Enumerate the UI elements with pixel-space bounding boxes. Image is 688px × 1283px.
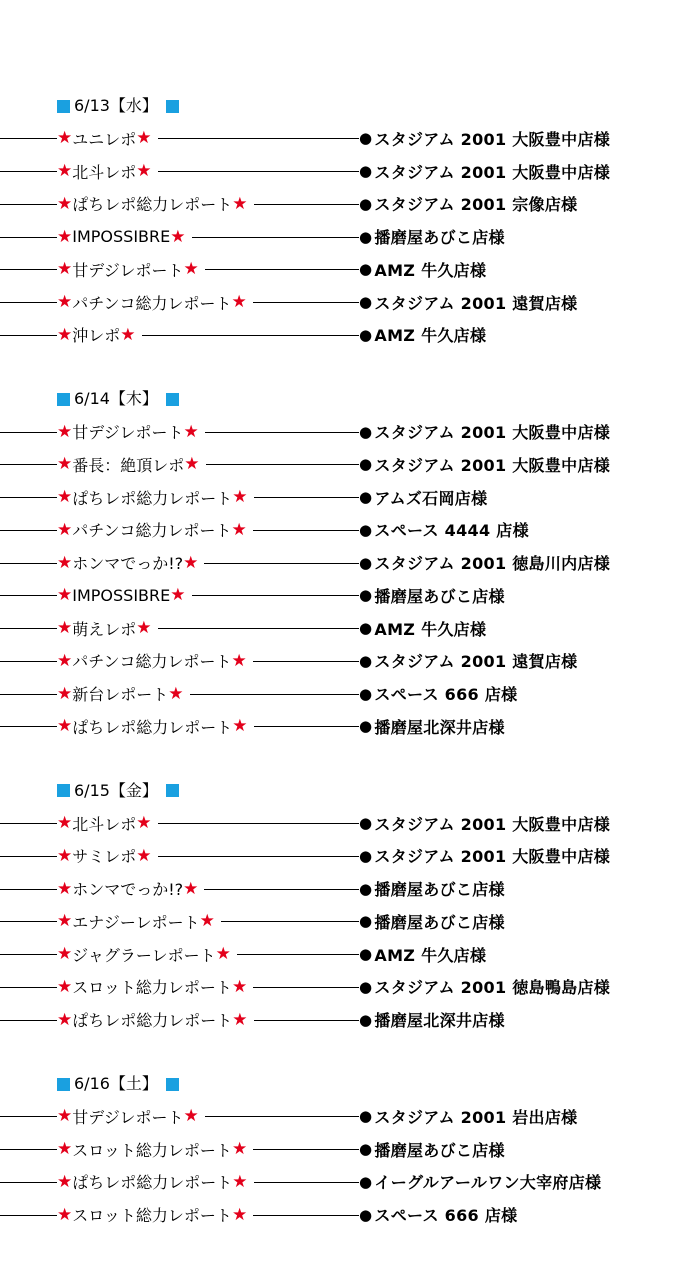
bullet-icon: ● xyxy=(359,1010,373,1029)
bullet-icon: ● xyxy=(359,520,373,539)
star-icon: ★ xyxy=(57,1009,73,1030)
event-venue: AMZ 牛久店様 xyxy=(374,326,487,346)
connector-line xyxy=(0,856,360,857)
star-icon: ★ xyxy=(231,976,248,997)
bullet-icon: ● xyxy=(359,488,373,507)
event-venue: スタジアム 2001 大阪豊中店様 xyxy=(374,847,611,867)
bullet-icon: ● xyxy=(359,945,373,964)
event-venue: スタジアム 2001 遠賀店様 xyxy=(374,652,578,672)
event-row xyxy=(0,286,688,319)
event-row xyxy=(0,905,688,938)
event-venue: 播磨屋北深井店様 xyxy=(374,1011,505,1031)
star-icon: ★ xyxy=(57,650,73,671)
event-row xyxy=(0,612,688,645)
bullet-icon: ● xyxy=(359,1172,373,1191)
event-row xyxy=(0,710,688,743)
star-icon: ★ xyxy=(57,1171,73,1192)
event-venue: スタジアム 2001 徳島鴨島店様 xyxy=(374,978,611,998)
event-title: ユニレポ xyxy=(72,129,137,149)
event-venue: スペース 4444 店様 xyxy=(374,521,529,541)
event-venue: スタジアム 2001 大阪豊中店様 xyxy=(374,814,611,834)
star-icon: ★ xyxy=(231,292,247,313)
bullet-icon: ● xyxy=(359,684,373,703)
bullet-icon: ● xyxy=(359,293,373,312)
day-header xyxy=(0,775,688,807)
star-icon: ★ xyxy=(183,878,199,899)
event-title: IMPOSSIBRE xyxy=(72,585,171,605)
connector-line xyxy=(0,628,360,629)
event-title: ぱちレポ総力レポート xyxy=(72,717,233,737)
event-title: 萌えレポ xyxy=(72,619,137,639)
star-icon: ★ xyxy=(231,1139,248,1160)
star-icon: ★ xyxy=(170,226,186,247)
event-venue: スペース 666 店様 xyxy=(374,1206,518,1226)
star-icon: ★ xyxy=(136,618,152,639)
star-icon: ★ xyxy=(232,1171,248,1192)
bullet-icon: ● xyxy=(359,553,373,572)
star-icon: ★ xyxy=(57,683,73,704)
event-row xyxy=(0,840,688,873)
star-icon: ★ xyxy=(57,813,73,834)
event-title: ぱちレポ総力レポート xyxy=(72,195,233,215)
event-venue: スタジアム 2001 宗像店様 xyxy=(374,195,578,215)
event-venue: イーグルアールワン大宰府店様 xyxy=(374,1173,602,1193)
star-icon: ★ xyxy=(57,128,73,149)
star-icon: ★ xyxy=(183,421,199,442)
star-icon: ★ xyxy=(120,324,136,345)
star-icon: ★ xyxy=(57,878,73,899)
connector-line xyxy=(0,171,360,172)
star-icon: ★ xyxy=(232,193,248,214)
star-icon: ★ xyxy=(57,1204,73,1225)
event-title: パチンコ総力レポート xyxy=(72,521,232,541)
bullet-icon: ● xyxy=(359,651,373,670)
bullet-icon: ● xyxy=(359,227,373,246)
event-row xyxy=(0,872,688,905)
star-icon: ★ xyxy=(183,259,199,280)
star-icon: ★ xyxy=(57,911,73,932)
event-venue: スペース 666 店様 xyxy=(374,685,518,705)
event-row xyxy=(0,514,688,547)
event-title: ホンマでっか!? xyxy=(72,880,184,900)
star-icon: ★ xyxy=(57,519,73,540)
event-venue: スタジアム 2001 大阪豊中店様 xyxy=(374,423,611,443)
star-icon: ★ xyxy=(57,552,73,573)
star-icon: ★ xyxy=(57,454,73,475)
event-title: 番長：絶頂レポ xyxy=(72,455,185,475)
event-title: エナジーレポート xyxy=(72,912,200,932)
star-icon: ★ xyxy=(57,324,73,345)
event-row xyxy=(0,546,688,579)
event-row xyxy=(0,319,688,352)
event-title: スロット総力レポート xyxy=(72,1206,232,1226)
blue-square-icon xyxy=(166,1078,179,1091)
event-venue: 播磨屋あびこ店様 xyxy=(374,880,505,900)
event-venue: 播磨屋北深井店様 xyxy=(374,717,505,737)
blue-square-icon xyxy=(166,784,179,797)
star-icon: ★ xyxy=(136,845,152,866)
event-venue: 播磨屋あびこ店様 xyxy=(374,586,505,606)
day-label: 6/13【水】 xyxy=(74,96,158,115)
bullet-icon: ● xyxy=(359,977,373,996)
event-row xyxy=(0,448,688,481)
event-venue: スタジアム 2001 大阪豊中店様 xyxy=(374,455,611,475)
event-row xyxy=(0,807,688,840)
day-label: 6/14【木】 xyxy=(74,389,158,409)
bullet-icon: ● xyxy=(359,717,373,736)
bullet-icon: ● xyxy=(359,455,373,474)
star-icon: ★ xyxy=(136,813,152,834)
event-venue: AMZ 牛久店様 xyxy=(374,945,487,965)
event-title: パチンコ総力レポート xyxy=(72,652,232,672)
event-row xyxy=(0,971,688,1004)
blue-square-icon xyxy=(57,393,70,406)
star-icon: ★ xyxy=(57,487,73,508)
event-venue: スタジアム 2001 徳島川内店様 xyxy=(374,554,611,574)
bullet-icon: ● xyxy=(359,1205,373,1224)
star-icon: ★ xyxy=(136,128,152,149)
bullet-icon: ● xyxy=(359,1140,373,1159)
event-row xyxy=(0,1003,688,1036)
event-venue: スタジアム 2001 大阪豊中店様 xyxy=(374,162,611,182)
star-icon: ★ xyxy=(57,944,73,965)
star-icon: ★ xyxy=(184,454,200,475)
event-venue: アムズ石岡店様 xyxy=(374,488,488,508)
star-icon: ★ xyxy=(57,1106,73,1127)
day-header xyxy=(0,90,688,122)
star-icon: ★ xyxy=(57,259,73,280)
event-title: サミレポ xyxy=(72,847,137,867)
event-venue: スタジアム 2001 遠賀店様 xyxy=(374,293,578,313)
event-venue: AMZ 牛久店様 xyxy=(374,260,487,280)
blue-square-icon xyxy=(57,1078,70,1091)
event-title: ぱちレポ総力レポート xyxy=(72,1011,233,1031)
event-row xyxy=(0,938,688,971)
day-section xyxy=(0,775,688,1036)
event-row xyxy=(0,1133,688,1166)
star-icon: ★ xyxy=(57,845,73,866)
day-header xyxy=(0,1068,688,1100)
blue-square-icon xyxy=(166,393,179,406)
bullet-icon: ● xyxy=(359,879,373,898)
event-title: ぱちレポ総力レポート xyxy=(72,488,233,508)
day-section xyxy=(0,383,688,743)
star-icon: ★ xyxy=(57,1139,73,1160)
event-title: 甘デジレポート xyxy=(72,1107,184,1127)
event-title: 沖レポ xyxy=(72,326,121,346)
star-icon: ★ xyxy=(232,716,248,737)
event-row xyxy=(0,579,688,612)
star-icon: ★ xyxy=(183,1106,199,1127)
day-label: 6/15【金】 xyxy=(74,780,158,800)
event-venue: スタジアム 2001 大阪豊中店様 xyxy=(374,129,611,149)
star-icon: ★ xyxy=(232,1009,248,1030)
event-title: 新台レポート xyxy=(72,685,169,705)
event-row xyxy=(0,253,688,286)
event-row xyxy=(0,1198,688,1231)
event-title: スロット総力レポート xyxy=(72,978,232,998)
bullet-icon: ● xyxy=(359,912,373,931)
blue-square-icon xyxy=(57,100,70,113)
event-title: 北斗レポ xyxy=(72,814,137,834)
event-row xyxy=(0,1100,688,1133)
star-icon: ★ xyxy=(170,585,186,606)
event-row xyxy=(0,481,688,514)
star-icon: ★ xyxy=(199,911,215,932)
day-section xyxy=(0,90,688,351)
day-section xyxy=(0,1068,688,1231)
bullet-icon: ● xyxy=(359,129,373,148)
event-row xyxy=(0,1166,688,1199)
event-venue: スタジアム 2001 岩出店様 xyxy=(374,1107,578,1127)
bullet-icon: ● xyxy=(359,194,373,213)
connector-line xyxy=(0,138,360,139)
bullet-icon: ● xyxy=(359,260,373,279)
star-icon: ★ xyxy=(57,226,73,247)
event-title: IMPOSSIBRE xyxy=(72,227,171,247)
bullet-icon: ● xyxy=(359,586,373,605)
event-row xyxy=(0,155,688,188)
event-title: 甘デジレポート xyxy=(72,423,184,443)
day-label: 6/16【土】 xyxy=(74,1074,158,1093)
connector-line xyxy=(0,823,360,824)
event-row xyxy=(0,122,688,155)
event-venue: 播磨屋あびこ店様 xyxy=(374,912,505,932)
event-title: 北斗レポ xyxy=(72,162,137,182)
blue-square-icon xyxy=(57,784,70,797)
event-title: ホンマでっか!? xyxy=(72,554,184,574)
bullet-icon: ● xyxy=(359,1107,373,1126)
star-icon: ★ xyxy=(57,618,73,639)
star-icon: ★ xyxy=(215,944,231,965)
bullet-icon: ● xyxy=(359,162,373,181)
event-title: スロット総力レポート xyxy=(72,1140,232,1160)
bullet-icon: ● xyxy=(359,325,373,344)
event-venue: AMZ 牛久店様 xyxy=(374,619,487,639)
connector-line xyxy=(0,335,360,336)
star-icon: ★ xyxy=(232,487,248,508)
star-icon: ★ xyxy=(57,292,73,313)
blue-square-icon xyxy=(166,100,179,113)
event-venue: 播磨屋あびこ店様 xyxy=(374,228,505,248)
event-row xyxy=(0,188,688,221)
day-header xyxy=(0,383,688,415)
star-icon: ★ xyxy=(183,552,199,573)
star-icon: ★ xyxy=(57,585,73,606)
event-row xyxy=(0,677,688,710)
event-title: ジャグラーレポート xyxy=(72,945,216,965)
event-title: 甘デジレポート xyxy=(72,260,184,280)
star-icon: ★ xyxy=(168,683,184,704)
bullet-icon: ● xyxy=(359,814,373,833)
star-icon: ★ xyxy=(57,716,73,737)
bullet-icon: ● xyxy=(359,422,373,441)
star-icon: ★ xyxy=(57,976,73,997)
star-icon: ★ xyxy=(231,650,247,671)
event-title: ぱちレポ総力レポート xyxy=(72,1173,233,1193)
bullet-icon: ● xyxy=(359,846,373,865)
bullet-icon: ● xyxy=(359,619,373,638)
schedule-list xyxy=(0,90,688,1263)
event-row xyxy=(0,415,688,448)
star-icon: ★ xyxy=(57,161,73,182)
star-icon: ★ xyxy=(231,519,247,540)
event-venue: 播磨屋あびこ店様 xyxy=(374,1140,505,1160)
star-icon: ★ xyxy=(231,1204,248,1225)
event-row xyxy=(0,220,688,253)
star-icon: ★ xyxy=(57,193,73,214)
event-title: パチンコ総力レポート xyxy=(72,293,232,313)
event-row xyxy=(0,645,688,678)
star-icon: ★ xyxy=(57,421,73,442)
star-icon: ★ xyxy=(136,161,152,182)
